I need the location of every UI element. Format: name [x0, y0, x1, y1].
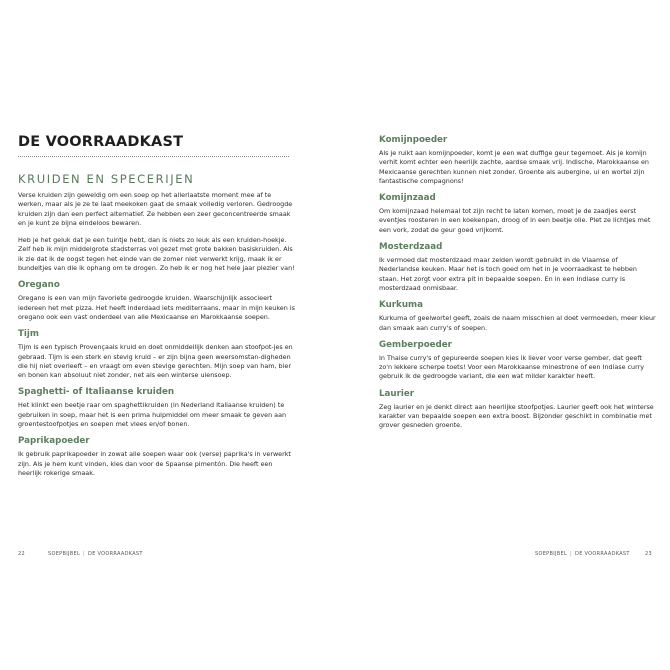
herb-heading-oregano: Oregano	[18, 280, 60, 291]
herb-text-oregano: Oregano is een van mijn favoriete gedroogde kruiden. Waarschijnlijk associeert iedereen het met pizza. Het heeft inderdaad iets mediterraans, maar in mijn keuken is oregano ook een vast onderdeel van alle Mexicaanse en Marokkaanse soepen.	[18, 294, 295, 321]
herb-heading-laurier: Laurier	[379, 388, 415, 399]
herb-text-komijnpoeder: Als je ruikt aan komijnpoeder, komt je een wat duffige geur tegemoet. Als je komijn verhit komt echter een heerlijk zachte, aardse smaak vrij. Indische, Marokkaanse en Mexicaanse gerechten kunnen niet zonder. Groente als aubergine, ui en wortel zijn fantastische compagnons!	[379, 149, 649, 185]
herb-text-paprikapoeder: Ik gebruik paprikapoeder in zowat alle soepen waar ook (verse) paprika's in verwerkt zijn. Als je hem kunt vinden, kies dan voor de Spaanse pimentón. Die heeft een heerlijk rokerige smaak.	[18, 450, 291, 477]
right-column	[379, 135, 657, 431]
intro-paragraph-2: Heb je het geluk dat je een tuintje hebt, dan is niets zo leuk als een kruiden-hoekje. Zelf heb ik mijn middelgrote stadsterras vol gezet met grote bakken basiskruiden. Als ik zie dat ik de oogst tegen het einde van de zomer niet verwerkt krijg, maak ik er bundeltjes van die ik ophang om te drogen. Zo heb ik er nog het hele jaar plezier van!	[18, 236, 295, 273]
herb-heading-komijnzaad: Komijnzaad	[379, 193, 436, 204]
footer-separator: |	[83, 551, 86, 557]
page-number-right: 23	[645, 551, 652, 557]
right-page	[335, 0, 670, 670]
title-divider	[18, 156, 289, 157]
running-footer-left	[48, 551, 143, 557]
herb-text-komijnzaad: Om komijnzaad helemaal tot zijn recht te laten komen, moet je de zaadjes eerst eventjes roosteren in een koekenpan, droog of in een beetje olie. Plet ze lichtjes met een vork, zodat de geur goed vrijkomt.	[379, 207, 651, 234]
left-column	[18, 191, 298, 478]
herb-text-gemberpoeder: In Thaise curry's of gepureerde soepen kies ik liever voor verse gember, dat geeft zo'n lekkere scherpe toets! Voor een Marokkaanse minestrone of een Indiase curry gebruik ik de gedroogde variant, die een wat milder karakter heeft.	[379, 353, 645, 381]
herb-text-laurier: Zeg laurier en je denkt direct aan heerlijke stoofpotjes. Laurier geeft ook het winterse karakter van bepaalde soepen een extra boost. Bijzonder geschikt in combinatie met grover gesneden groente.	[379, 402, 654, 430]
herb-text-spaghetti: Het klinkt een beetje raar om spaghettikruiden (in Nederland Italiaanse kruiden) te gebruiken in soep, maar het is een prima hulpmiddel om meer smaak te geven aan groentestoofpotjes en soepen met vlees en/of bonen.	[18, 401, 287, 429]
herb-text-tijm: Tijm is een typisch Provençaals kruid en doet onmiddellijk denken aan stoofpot-jes en gebraad. Tijm is een sterk en stevig kruid – er zijn bijna geen weersomstan-digheden die hij niet overleeft – en vraagt om even stevige gerechten. Mijn soep van ham, bier en bonen kan absoluut niet zonder, net als een winterse uiensoep.	[18, 343, 293, 380]
footer-book-title: SOEPBIJBEL	[535, 551, 568, 557]
page-number-left: 22	[18, 551, 25, 557]
intro-paragraph-1: Verse kruiden zijn geweldig om een soep op het allerlaatste moment mee af te werken, maar als je ze te laat meekoken gaat de smaak volledig verloren. Gedroogde kruiden zijn dan een perfect alternatief. Ze hebben een zeer geconcentreerde smaak en je kunt ze bijna eindeloos bewaren.	[18, 191, 293, 227]
herb-text-kurkuma: Kurkuma of geelwortel geeft, zoals de naam misschien al doet vermoeden, meer kleur dan smaak aan curry's of soepen.	[379, 314, 656, 332]
chapter-title: DE VOORRAADKAST	[18, 134, 184, 150]
herb-heading-mosterdzaad: Mosterdzaad	[379, 242, 443, 253]
herb-heading-gemberpoeder: Gemberpoeder	[379, 339, 452, 350]
herb-text-mosterdzaad: Ik vermoed dat mosterdzaad maar zelden wordt gebruikt in de Vlaamse of Nederlandse keuken. Maar het is toch goed om het in je voorraadkast te hebben staan. Het zorgt voor extra pit in bepaalde soepen. En in een Indiase curry is mosterdzaad onmisbaar.	[379, 256, 637, 292]
herb-heading-komijnpoeder: Komijnpoeder	[379, 135, 448, 145]
footer-chapter: DE VOORRAADKAST	[88, 551, 143, 557]
footer-separator: |	[570, 551, 573, 557]
running-footer-right	[535, 551, 630, 557]
footer-book-title: SOEPBIJBEL	[48, 551, 81, 557]
footer-chapter: DE VOORRAADKAST	[575, 551, 630, 557]
herb-heading-kurkuma: Kurkuma	[379, 300, 423, 311]
herb-heading-spaghetti: Spaghetti- of Italiaanse kruiden	[18, 387, 175, 398]
herb-heading-tijm: Tijm	[18, 329, 39, 340]
section-subtitle: KRUIDEN EN SPECERIJEN	[18, 172, 195, 186]
herb-heading-paprikapoeder: Paprikapoeder	[18, 436, 90, 447]
